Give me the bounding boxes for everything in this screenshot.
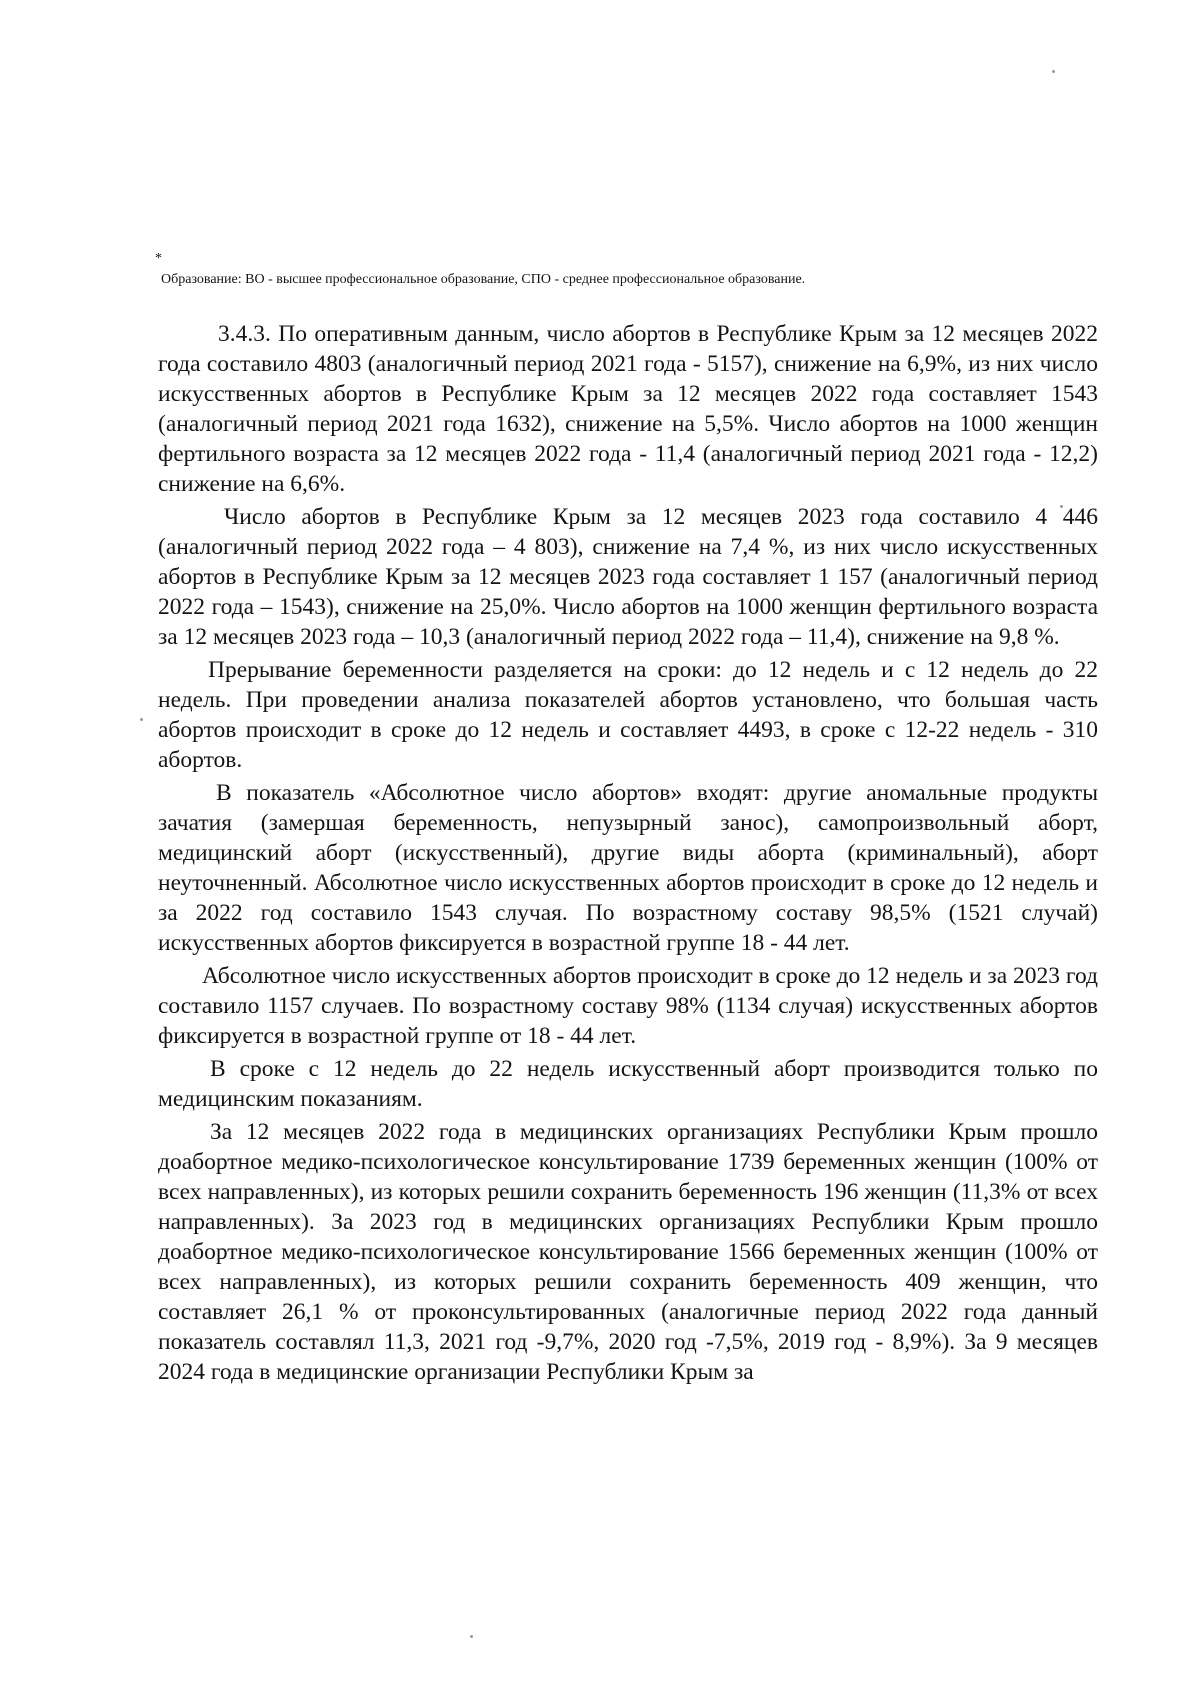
paragraph-pregnancy-terms: Прерывание беременности разделяется на сроки: до 12 недель и с 12 недель до 22 недель. При проведении анализа показателей абортов установлено, что большая часть абортов происходит в сроке до 12 недель и составляет 4493, в сроке с 12-22 недель - 310 абортов. bbox=[158, 657, 1098, 773]
paragraph-absolute-number-2022: В показатель «Абсолютное число абортов» входят: другие аномальные продукты зачатия (замершая беременность, непузырный занос), самопроизвольный аборт, медицинский аборт (искусственный), другие виды аборта (криминальный), аборт неуточненный. Абсолютное число искусственных абортов происходит в сроке до 12 недель и за 2022 год составило 1543 случая. По возрастному составу 98,5% (1521 случай) искусственных абортов фиксируется в возрастной группе 18 - 44 лет. bbox=[158, 780, 1098, 956]
paragraph-medical-indications: В сроке с 12 недель до 22 недель искусственный аборт производится только по медицинским показаниям. bbox=[158, 1056, 1098, 1112]
document-body bbox=[158, 319, 1098, 1390]
paragraph-abortions-2023: Число абортов в Республике Крым за 12 месяцев 2023 года составило 4 446 (аналогичный период 2022 года – 4 803), снижение на 7,4 %, из них число искусственных абортов в Республике Крым за 12 месяцев 2023 года составляет 1 157 (аналогичный период 2022 года – 1543), снижение на 25,0%. Число абортов на 1000 женщин фертильного возраста за 12 месяцев 2023 года – 10,3 (аналогичный период 2022 года – 11,4), снижение на 9,8 %. bbox=[158, 504, 1098, 650]
paragraph-counseling: За 12 месяцев 2022 года в медицинских организациях Республики Крым прошло доабортное медико-психологическое консультирование 1739 беременных женщин (100% от всех направленных), из которых решили сохранить беременность 196 женщин (11,3% от всех направленных). За 2023 год в медицинских организациях Республики Крым прошло доабортное медико-психологическое консультирование 1566 беременных женщин (100% от всех направленных), из которых решили сохранить беременность 409 женщин, что составляет 26,1 % от проконсультированных (аналогичные период 2022 года данный показатель составлял 11,3, 2021 год -9,7%, 2020 год -7,5%, 2019 год - 8,9%). За 9 месяцев 2024 года в медицинские организации Республики Крым за bbox=[158, 1119, 1098, 1385]
footnote-marker: * bbox=[155, 251, 162, 266]
scan-speck bbox=[470, 1635, 473, 1638]
footnote-text: Образование: ВО - высшее профессиональное образование, СПО - среднее профессиональное образование. bbox=[161, 272, 806, 287]
scan-speck bbox=[1052, 70, 1055, 73]
paragraph-abortions-2022: 3.4.3. По оперативным данным, число абортов в Республике Крым за 12 месяцев 2022 года составило 4803 (аналогичный период 2021 года - 5157), снижение на 6,9%, из них число искусственных абортов в Республике Крым за 12 месяцев 2022 года составляет 1543 (аналогичный период 2021 года 1632), снижение на 5,5%. Число абортов на 1000 женщин фертильного возраста за 12 месяцев 2022 года - 11,4 (аналогичный период 2021 года - 12,2) снижение на 6,6%. bbox=[158, 321, 1098, 497]
paragraph-absolute-number-2023: Абсолютное число искусственных абортов происходит в сроке до 12 недель и за 2023 год составило 1157 случаев. По возрастному составу 98% (1134 случая) искусственных абортов фиксируется в возрастной группе от 18 - 44 лет. bbox=[158, 963, 1098, 1049]
scan-speck bbox=[140, 718, 143, 721]
